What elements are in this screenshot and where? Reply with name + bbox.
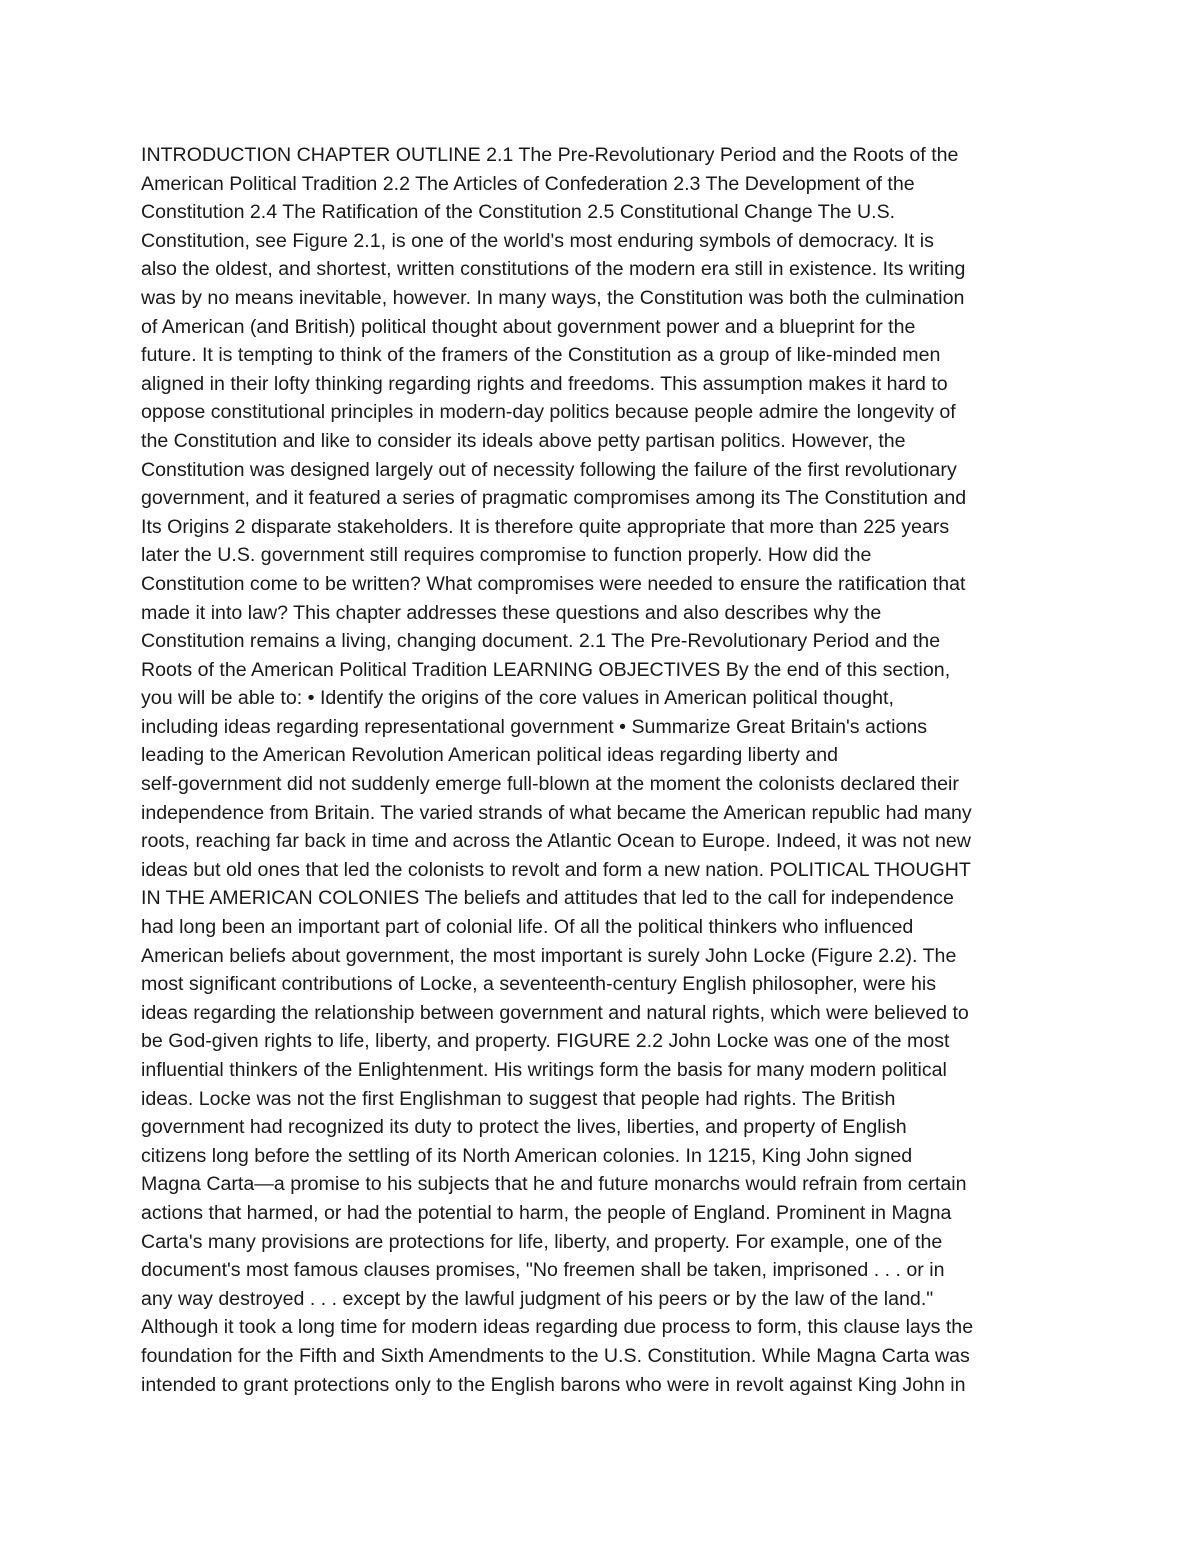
- text-line: you will be able to: • Identify the origins of the core values in American political thought,: [141, 687, 894, 710]
- text-line: Carta's many provisions are protections for life, liberty, and property. For example, one of the: [141, 1230, 943, 1253]
- text-line: later the U.S. government still requires compromise to function properly. How did the: [141, 544, 872, 567]
- text-line: ideas. Locke was not the first Englishman to suggest that people had rights. The British: [141, 1087, 896, 1110]
- text-line: Magna Carta—a promise to his subjects that he and future monarchs would refrain from certain: [141, 1173, 967, 1196]
- text-line: Although it took a long time for modern ideas regarding due process to form, this clause lays the: [141, 1316, 974, 1339]
- text-line: citizens long before the settling of its North American colonies. In 1215, King John signed: [141, 1144, 913, 1167]
- text-line: also the oldest, and shortest, written constitutions of the modern era still in existence. Its writing: [141, 258, 966, 281]
- text-line: American Political Tradition 2.2 The Articles of Confederation 2.3 The Development of the: [141, 172, 915, 195]
- text-line: Its Origins 2 disparate stakeholders. It is therefore quite appropriate that more than 225 years: [141, 515, 950, 538]
- text-line: self-government did not suddenly emerge full-blown at the moment the colonists declared their: [141, 773, 959, 796]
- text-line: any way destroyed . . . except by the lawful judgment of his peers or by the law of the land.": [141, 1287, 934, 1310]
- text-line: INTRODUCTION CHAPTER OUTLINE 2.1 The Pre-Revolutionary Period and the Roots of the: [141, 144, 959, 166]
- body-text: [141, 141, 1066, 1399]
- text-line: made it into law? This chapter addresses these questions and also describes why the: [141, 601, 882, 624]
- text-line: Constitution 2.4 The Ratification of the Constitution 2.5 Constitutional Change The U.S.: [141, 201, 896, 224]
- text-line: had long been an important part of colonial life. Of all the political thinkers who influenced: [141, 916, 914, 939]
- text-line: leading to the American Revolution American political ideas regarding liberty and: [141, 744, 839, 767]
- text-line: the Constitution and like to consider its ideals above petty partisan politics. However, the: [141, 429, 906, 452]
- text-line: aligned in their lofty thinking regarding rights and freedoms. This assumption makes it hard to: [141, 372, 948, 395]
- text-line: including ideas regarding representational government • Summarize Great Britain's actions: [141, 715, 928, 738]
- text-line: oppose constitutional principles in modern-day politics because people admire the longevity of: [141, 401, 956, 424]
- text-line: government, and it featured a series of pragmatic compromises among its The Constitution and: [141, 487, 967, 510]
- text-line: IN THE AMERICAN COLONIES The beliefs and attitudes that led to the call for independence: [141, 887, 954, 910]
- text-line: of American (and British) political thought about government power and a blueprint for the: [141, 315, 916, 338]
- text-line: ideas but old ones that led the colonists to revolt and form a new nation. POLITICAL THOUGHT: [141, 858, 971, 881]
- text-line: Constitution, see Figure 2.1, is one of the world's most enduring symbols of democracy. It is: [141, 229, 934, 252]
- text-line: Roots of the American Political Tradition LEARNING OBJECTIVES By the end of this section,: [141, 658, 951, 681]
- text-line: independence from Britain. The varied strands of what became the American republic had many: [141, 801, 972, 824]
- text-line: future. It is tempting to think of the framers of the Constitution as a group of like-minded men: [141, 344, 941, 367]
- text-line: government had recognized its duty to protect the lives, liberties, and property of English: [141, 1116, 907, 1139]
- text-line: American beliefs about government, the most important is surely John Locke (Figure 2.2). The: [141, 944, 957, 967]
- text-line: roots, reaching far back in time and across the Atlantic Ocean to Europe. Indeed, it was not new: [141, 830, 971, 853]
- text-line: actions that harmed, or had the potential to harm, the people of England. Prominent in Magna: [141, 1201, 952, 1224]
- text-line: intended to grant protections only to the English barons who were in revolt against King John in: [141, 1373, 966, 1396]
- text-line: document's most famous clauses promises, "No freemen shall be taken, imprisoned . . . or in: [141, 1259, 945, 1282]
- text-line: foundation for the Fifth and Sixth Amendments to the U.S. Constitution. While Magna Carta was: [141, 1344, 970, 1367]
- text-line: ideas regarding the relationship between government and natural rights, which were believed to: [141, 1001, 969, 1024]
- text-line: Constitution come to be written? What compromises were needed to ensure the ratification that: [141, 572, 966, 595]
- text-line: was by no means inevitable, however. In many ways, the Constitution was both the culmination: [141, 286, 965, 309]
- text-line: be God-given rights to life, liberty, and property. FIGURE 2.2 John Locke was one of the most: [141, 1030, 950, 1053]
- text-line: Constitution was designed largely out of necessity following the failure of the first revolutionary: [141, 458, 957, 481]
- text-line: influential thinkers of the Enlightenment. His writings form the basis for many modern political: [141, 1059, 947, 1081]
- text-line: Constitution remains a living, changing document. 2.1 The Pre-Revolutionary Period and the: [141, 630, 941, 653]
- text-line: most significant contributions of Locke, a seventeenth-century English philosopher, were his: [141, 973, 937, 996]
